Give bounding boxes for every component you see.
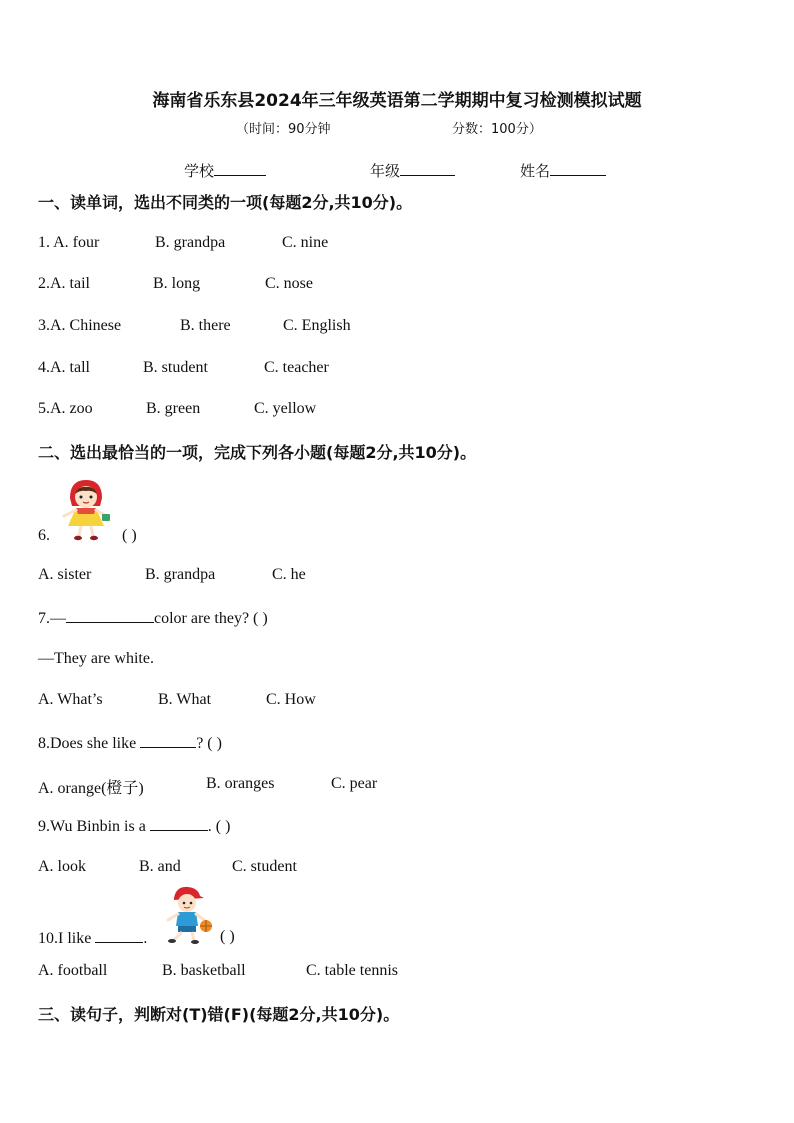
- q3-option-b: B. there: [180, 317, 231, 334]
- section-1-title: 一、读单词，选出不同类的一项(每题2分,共10分)。: [38, 193, 413, 212]
- q8-prefix: 8.Does she like: [38, 735, 141, 752]
- q7-suffix: color are they? ( ): [154, 610, 268, 627]
- q4-option-b: B. student: [143, 359, 208, 376]
- q10-answer-paren[interactable]: ( ): [220, 928, 235, 945]
- grade-blank[interactable]: [400, 161, 455, 176]
- name-label: 姓名: [520, 162, 551, 180]
- q9-option-b: B. and: [139, 858, 181, 875]
- name-field[interactable]: [520, 160, 606, 181]
- page-title: 海南省乐东县2024年三年级英语第二学期期中复习检测模拟试题: [152, 91, 642, 111]
- girl-illustration: [56, 476, 114, 542]
- q8-option-b: B. oranges: [206, 775, 275, 792]
- exam-time: （时间：90分钟: [236, 122, 331, 137]
- q9-suffix: . ( ): [207, 818, 231, 835]
- q10-suffix: .: [143, 930, 148, 947]
- q9-prefix: 9.Wu Binbin is a: [38, 818, 150, 835]
- q4-option-c: C. teacher: [264, 359, 329, 376]
- q7-question: [38, 608, 268, 628]
- q8-suffix: ? ( ): [196, 735, 222, 752]
- q8-option-c: C. pear: [331, 775, 378, 792]
- q10-question: [38, 928, 147, 948]
- q5-option-b: B. green: [146, 400, 201, 417]
- grade-field[interactable]: [370, 160, 455, 181]
- q1-option-b: B. grandpa: [155, 234, 226, 251]
- school-label: 学校: [184, 162, 215, 180]
- q7-prefix: 7.—: [38, 610, 66, 627]
- exam-score: 分数：100分）: [452, 122, 542, 137]
- q6-number: 6.: [38, 527, 50, 544]
- q8-option-a: A. orange(橙子): [38, 780, 144, 797]
- section-3-title: 三、读句子，判断对(T)错(F)(每题2分,共10分)。: [38, 1005, 400, 1024]
- q10-option-b: B. basketball: [162, 962, 246, 979]
- q6-answer-paren[interactable]: ( ): [122, 527, 137, 544]
- q3-option-a: 3.A. Chinese: [38, 317, 122, 334]
- q6-option-a: A. sister: [38, 566, 92, 583]
- q7-option-a: A. What’s: [38, 691, 103, 708]
- q6-option-c: C. he: [272, 566, 306, 583]
- q7-option-c: C. How: [266, 691, 316, 708]
- q2-option-c: C. nose: [265, 275, 313, 292]
- section-2-title: 二、选出最恰当的一项，完成下列各小题(每题2分,共10分)。: [38, 443, 477, 462]
- q7-blank[interactable]: [66, 608, 154, 623]
- q9-question: [38, 816, 230, 836]
- q8-blank[interactable]: [140, 733, 196, 748]
- q6-option-b: B. grandpa: [145, 566, 216, 583]
- q5-option-a: 5.A. zoo: [38, 400, 93, 417]
- q1-option-a: 1. A. four: [38, 234, 100, 251]
- q7-reply: —They are white.: [38, 650, 154, 667]
- q8-question: [38, 733, 222, 753]
- q10-option-a: A. football: [38, 962, 108, 979]
- school-field[interactable]: [184, 160, 266, 181]
- q10-prefix: 10.I like: [38, 930, 96, 947]
- q9-option-c: C. student: [232, 858, 297, 875]
- q10-option-c: C. table tennis: [306, 962, 398, 979]
- q5-option-c: C. yellow: [254, 400, 317, 417]
- q10-blank[interactable]: [95, 928, 143, 943]
- grade-label: 年级: [370, 162, 401, 180]
- q2-option-a: 2.A. tail: [38, 275, 90, 292]
- q9-blank[interactable]: [150, 816, 208, 831]
- q9-option-a: A. look: [38, 858, 86, 875]
- basketball-boy-illustration: [160, 884, 216, 944]
- q2-option-b: B. long: [153, 275, 201, 292]
- name-blank[interactable]: [550, 161, 606, 176]
- school-blank[interactable]: [214, 161, 266, 176]
- q4-option-a: 4.A. tall: [38, 359, 90, 376]
- q3-option-c: C. English: [283, 317, 351, 334]
- q1-option-c: C. nine: [282, 234, 329, 251]
- q7-option-b: B. What: [158, 691, 212, 708]
